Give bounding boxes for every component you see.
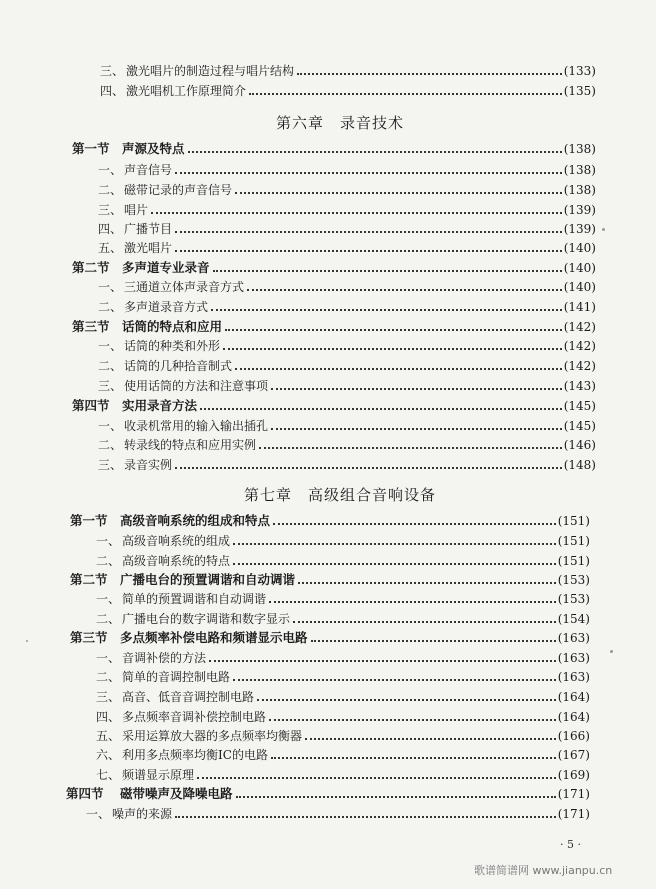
toc-section (70, 509, 590, 529)
entry-title: 高级音响系统的特点 (122, 554, 231, 568)
section-title: 广播电台的预置调谐和自动调谐 (120, 572, 296, 587)
dot-leader (233, 543, 556, 545)
scan-speck (26, 640, 28, 642)
entry-page: (153) (557, 573, 590, 587)
section-title: 磁带噪声及降噪电路 (120, 786, 233, 801)
entry-title: 录音实例 (124, 458, 173, 472)
watermark: 歌谱简谱网 www.jianpu.cn (474, 864, 613, 877)
section-label: 第一节 (70, 513, 108, 528)
entry-title: 激光唱片 (124, 241, 173, 255)
entry-label: 三、 (100, 64, 125, 78)
chapter-7-title: 第七章 高级组合音响设备 (244, 486, 437, 504)
dot-leader (247, 289, 562, 291)
entry-page: (169) (557, 768, 590, 782)
scan-speck (602, 228, 605, 231)
toc-section (72, 394, 596, 414)
entry-page: (133) (563, 64, 596, 78)
entry-title: 利用多点频率均衡IC的电路 (122, 748, 268, 762)
dot-leader (298, 582, 556, 584)
dot-leader (305, 738, 556, 740)
entry-label: 一、 (96, 534, 121, 548)
chapter-6-title: 第六章 录音技术 (276, 114, 405, 132)
entry-title: 转录线的特点和应用实例 (124, 438, 257, 452)
entry-title: 唱片 (124, 203, 149, 217)
dot-leader (271, 428, 562, 430)
dot-leader (188, 151, 562, 153)
section-label: 第四节 (66, 786, 104, 801)
entry-page: (151) (557, 554, 590, 568)
entry-label: 五、 (98, 241, 123, 255)
toc-entry (96, 607, 590, 627)
entry-label: 二、 (98, 183, 123, 197)
toc-entry (98, 198, 596, 218)
entry-title: 频谱显示原理 (122, 768, 195, 782)
dot-leader (259, 447, 562, 449)
entry-page: (153) (557, 592, 590, 606)
section-label: 第三节 (72, 319, 110, 334)
entry-label: 四、 (96, 710, 121, 724)
dot-leader (209, 660, 556, 662)
entry-page: (142) (563, 320, 596, 334)
entry-page: (167) (557, 748, 590, 762)
dot-leader (233, 679, 556, 681)
entry-label: 三、 (98, 458, 123, 472)
entry-page: (171) (557, 807, 590, 821)
entry-page: (139) (563, 203, 596, 217)
entry-page: (166) (557, 729, 590, 743)
entry-title: 话筒的几种拾音制式 (124, 359, 233, 373)
toc-entry (96, 549, 590, 569)
toc-entry (98, 414, 596, 434)
toc-entry (96, 743, 590, 763)
entry-label: 二、 (98, 300, 123, 314)
dot-leader (311, 640, 556, 642)
dot-leader (235, 368, 562, 370)
section-title: 话筒的特点和应用 (122, 319, 223, 334)
entry-label: 六、 (96, 748, 121, 762)
page-number: · 5 · (560, 838, 581, 851)
entry-title: 广播电台的数字调谐和数字显示 (122, 612, 291, 626)
toc-entry (96, 763, 590, 783)
entry-label: 一、 (96, 651, 121, 665)
dot-leader (175, 250, 562, 252)
section-label: 第二节 (70, 572, 108, 587)
toc-section (70, 568, 590, 588)
entry-title: 高音、低音音调控制电路 (122, 690, 255, 704)
entry-label: 二、 (96, 612, 121, 626)
dot-leader (175, 467, 562, 469)
entry-label: 四、 (98, 222, 123, 236)
toc-section (72, 315, 596, 335)
section-title: 声源及特点 (122, 141, 185, 156)
toc-entry (96, 587, 590, 607)
toc-entry (98, 453, 596, 473)
entry-title: 磁带记录的声音信号 (124, 183, 233, 197)
entry-label: 二、 (98, 438, 123, 452)
dot-leader (175, 172, 562, 174)
entry-label: 三、 (98, 203, 123, 217)
toc-entry (96, 705, 590, 725)
entry-label: 七、 (96, 768, 121, 782)
section-label: 第一节 (72, 141, 110, 156)
dot-leader (235, 192, 562, 194)
dot-leader (223, 348, 562, 350)
entry-page: (138) (563, 183, 596, 197)
entry-label: 一、 (98, 339, 123, 353)
toc-entry (98, 275, 596, 295)
toc-entry (98, 178, 596, 198)
dot-leader (225, 329, 562, 331)
entry-page: (163) (557, 631, 590, 645)
entry-label: 二、 (96, 670, 121, 684)
entry-title: 简单的预置调谐和自动调谐 (122, 592, 267, 606)
entry-page: (143) (563, 379, 596, 393)
entry-title: 收录机常用的输入输出插孔 (124, 419, 269, 433)
toc-entry (98, 217, 596, 237)
dot-leader (249, 93, 562, 95)
entry-page: (138) (563, 142, 596, 156)
entry-page: (141) (563, 300, 596, 314)
entry-page: (163) (557, 651, 590, 665)
entry-page: (146) (563, 438, 596, 452)
entry-title: 话筒的种类和外形 (124, 339, 221, 353)
entry-page: (140) (563, 280, 596, 294)
entry-title: 广播节目 (124, 222, 173, 236)
entry-label: 一、 (98, 163, 123, 177)
dot-leader (197, 777, 556, 779)
entry-label: 一、 (98, 419, 123, 433)
dot-leader (213, 270, 562, 272)
dot-leader (271, 757, 556, 759)
entry-label: 二、 (98, 359, 123, 373)
entry-title: 音调补偿的方法 (122, 651, 207, 665)
toc-entry (98, 433, 596, 453)
entry-label: 一、 (96, 592, 121, 606)
dot-leader (200, 408, 562, 410)
entry-page: (140) (563, 261, 596, 275)
dot-leader (211, 309, 562, 311)
dot-leader (269, 719, 556, 721)
scan-speck (610, 650, 613, 653)
entry-page: (135) (563, 84, 596, 98)
toc-section (72, 256, 596, 276)
dot-leader (175, 231, 562, 233)
toc-entry (98, 354, 596, 374)
entry-title: 激光唱机工作原理简介 (126, 84, 247, 98)
entry-page: (140) (563, 241, 596, 255)
entry-page: (164) (557, 710, 590, 724)
toc-entry (98, 334, 596, 354)
dot-leader (271, 388, 562, 390)
entry-label: 三、 (96, 690, 121, 704)
entry-title: 激光唱片的制造过程与唱片结构 (126, 64, 295, 78)
entry-page: (163) (557, 670, 590, 684)
entry-title: 多点频率音调补偿控制电路 (122, 710, 267, 724)
entry-title: 噪声的来源 (112, 807, 173, 821)
toc-entry (98, 236, 596, 256)
toc-entry (98, 295, 596, 315)
entry-page: (142) (563, 339, 596, 353)
entry-title: 多声道录音方式 (124, 300, 209, 314)
entry-page: (148) (563, 458, 596, 472)
entry-label: 四、 (100, 84, 125, 98)
entry-page: (171) (557, 787, 590, 801)
entry-title: 简单的音调控制电路 (122, 670, 231, 684)
toc-entry (96, 646, 590, 666)
toc-section (70, 626, 590, 646)
section-label: 第四节 (72, 398, 110, 413)
toc-section (72, 137, 596, 157)
section-title: 多点频率补偿电路和频谱显示电路 (120, 630, 308, 645)
dot-leader (151, 212, 562, 214)
entry-page: (145) (563, 399, 596, 413)
section-title: 高级音响系统的组成和特点 (120, 513, 271, 528)
dot-leader (257, 699, 556, 701)
entry-title: 采用运算放大器的多点频率均衡器 (122, 729, 303, 743)
entry-title: 使用话筒的方法和注意事项 (124, 379, 269, 393)
toc-entry (96, 724, 590, 744)
entry-label: 一、 (86, 807, 111, 821)
toc-entry (100, 79, 596, 99)
dot-leader (293, 621, 556, 623)
toc-section (66, 782, 590, 802)
dot-leader (273, 523, 556, 525)
entry-label: 三、 (98, 379, 123, 393)
dot-leader (233, 563, 556, 565)
entry-page: (138) (563, 163, 596, 177)
entry-label: 五、 (96, 729, 121, 743)
entry-title: 高级音响系统的组成 (122, 534, 231, 548)
entry-title: 三通道立体声录音方式 (124, 280, 245, 294)
toc-entry (86, 802, 590, 822)
section-title: 实用录音方法 (122, 398, 198, 413)
section-label: 第二节 (72, 260, 110, 275)
entry-label: 二、 (96, 554, 121, 568)
entry-page: (164) (557, 690, 590, 704)
dot-leader (236, 796, 556, 798)
toc-entry (98, 374, 596, 394)
entry-label: 一、 (98, 280, 123, 294)
section-label: 第三节 (70, 630, 108, 645)
entry-page: (145) (563, 419, 596, 433)
dot-leader (269, 601, 556, 603)
toc-entry (96, 665, 590, 685)
toc-entry (98, 158, 596, 178)
toc-entry (100, 59, 596, 79)
toc-entry (96, 685, 590, 705)
section-title: 多声道专业录音 (122, 260, 210, 275)
entry-page: (151) (557, 534, 590, 548)
entry-page: (142) (563, 359, 596, 373)
dot-leader (297, 73, 562, 75)
entry-title: 声音信号 (124, 163, 173, 177)
dot-leader (175, 816, 556, 818)
entry-page: (154) (557, 612, 590, 626)
entry-page: (139) (563, 222, 596, 236)
entry-page: (151) (557, 514, 590, 528)
toc-entry (96, 529, 590, 549)
